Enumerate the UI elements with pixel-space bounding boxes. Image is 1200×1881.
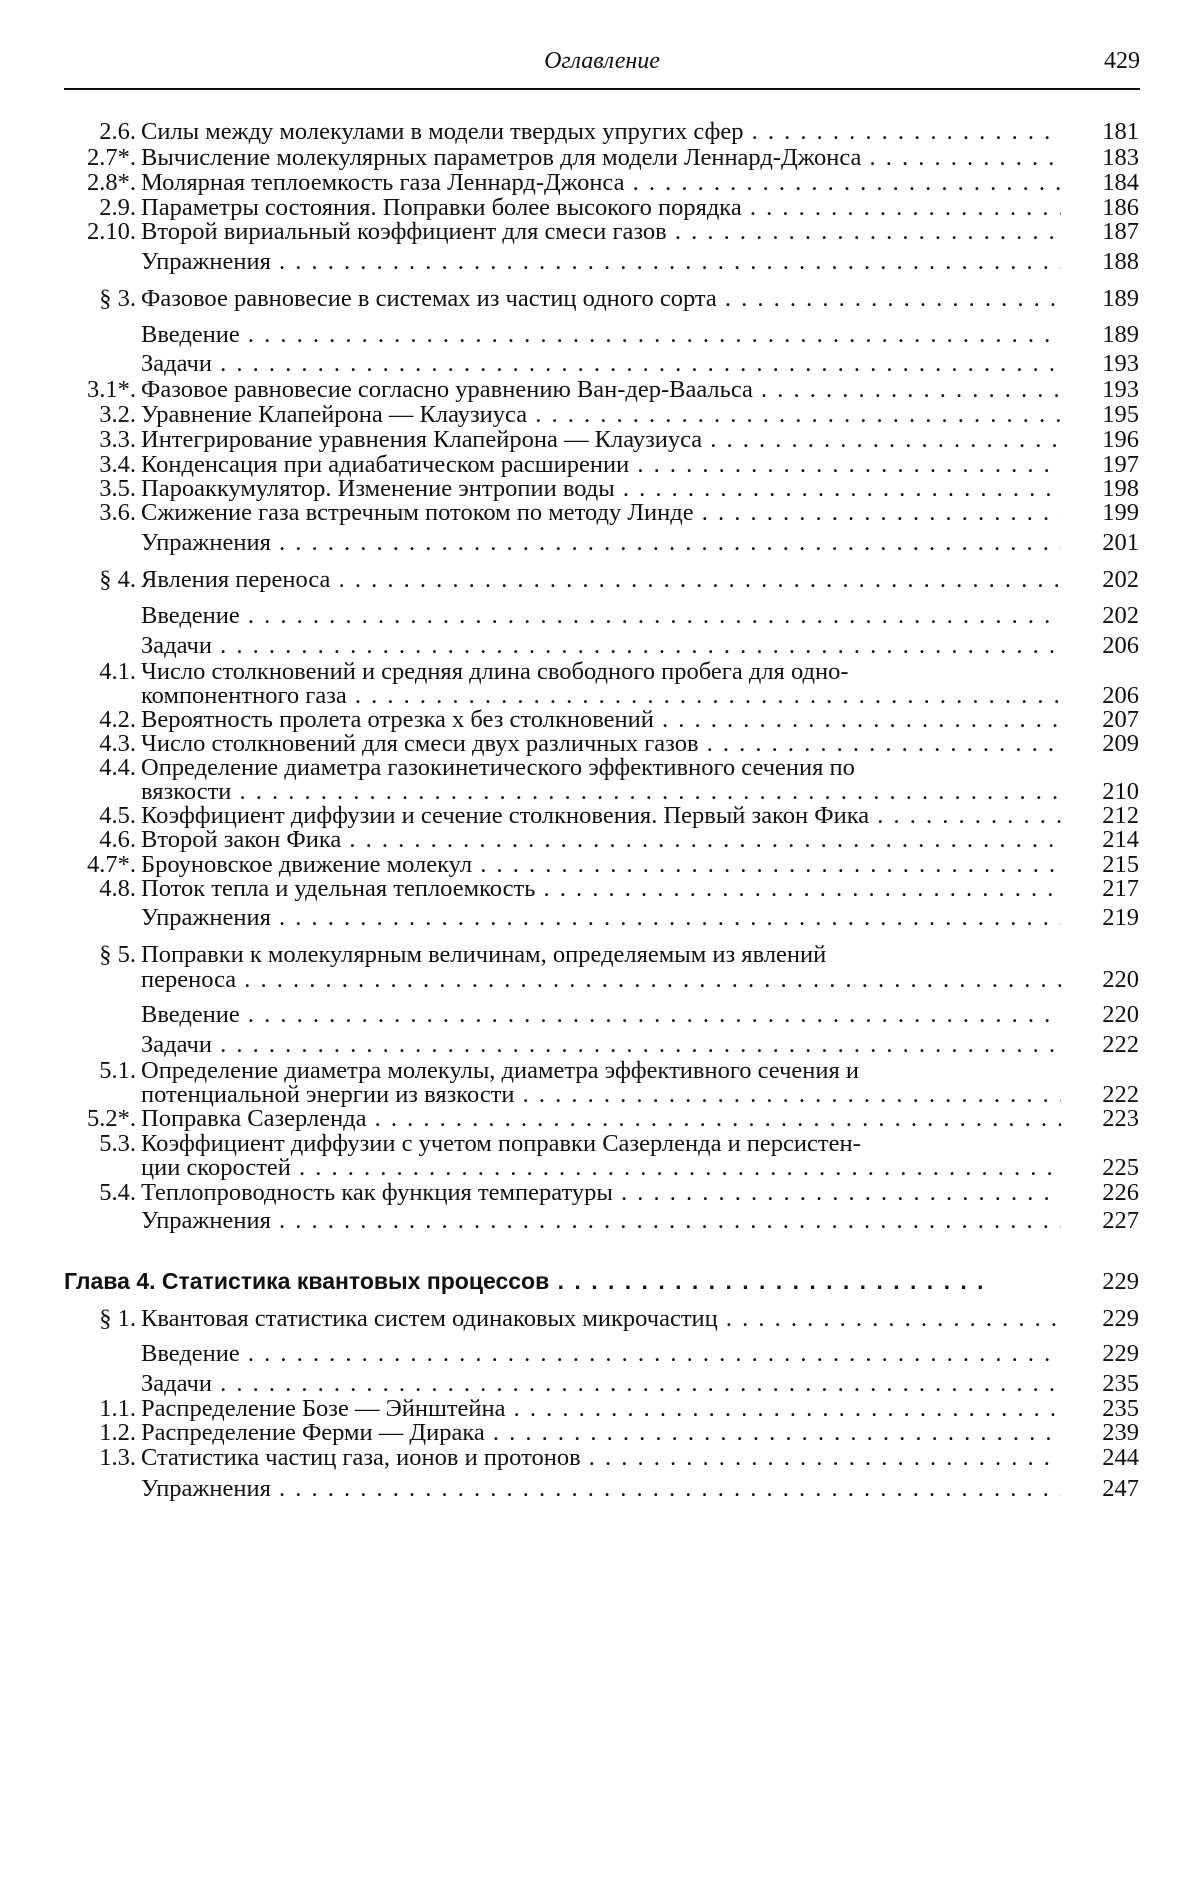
entry-title: Второй закон Фика . . . [141,826,1061,854]
entry-number: 1.3. [99,1444,136,1471]
entry-title: Поток тепла и удельная теплоемкость . . . [141,875,1061,903]
entry-title: Уравнение Клапейрона — Клаузиуса . . . [141,401,1061,429]
entry-title: Пароаккумулятор. Изменение энтропии воды . . . [141,475,1061,503]
entry-title: компонентного газа . . . [141,682,1061,710]
entry-title: Молярная теплоемкость газа Леннард-Джонса . . . [141,169,1061,197]
entry-title: Коэффициент диффузии с учетом поправки Сазерленда и персистен- [141,1130,861,1157]
entry-title: Число столкновений для смеси двух различных газов . . . [141,730,1061,758]
entry-number: 4.6. [99,826,136,853]
entry-title: Сжижение газа встречным потоком по методу Линде . . . [141,499,1061,527]
entry-page: 214 [1102,826,1139,853]
entry-page: 202 [1102,566,1139,593]
entry-title: Явления переноса . . . [141,566,1061,594]
entry-title: Статистика частиц газа, ионов и протонов . . . [141,1444,1061,1472]
entry-page: 198 [1102,475,1139,502]
entry-number: 1.1. [99,1395,136,1422]
entry-number: 4.8. [99,875,136,902]
entry-page: 226 [1102,1179,1139,1206]
entry-page: 187 [1102,218,1139,245]
entry-title: Упражнения . . . [141,904,1061,932]
entry-page: 189 [1102,321,1139,348]
entry-title: Вычисление молекулярных параметров для модели Леннард-Джонса . . . [141,144,1061,172]
entry-title: Поправки к молекулярным величинам, определяемым из явлений [141,941,827,968]
entry-title: Коэффициент диффузии и сечение столкновения. Первый закон Фика . . . [141,802,1061,830]
entry-number: § 5. [99,941,136,968]
entry-page: 220 [1102,966,1139,993]
entry-page: 239 [1102,1419,1139,1446]
entry-number: 5.1. [99,1057,136,1084]
entry-title: Глава 4. Статистика квантовых процессов . . . [64,1268,984,1295]
entry-page: 201 [1102,529,1139,556]
entry-page: 196 [1102,426,1139,453]
page-number: 429 [1104,48,1140,74]
entry-number: 2.9. [99,194,136,221]
entry-number: 4.3. [99,730,136,757]
entry-number: 3.2. [99,401,136,428]
entry-title: Упражнения . . . [141,1475,1061,1503]
entry-number: § 1. [99,1305,136,1332]
entry-title: Фазовое равновесие в системах из частиц одного сорта . . . [141,285,1061,313]
entry-page: 199 [1102,499,1139,526]
entry-title: Число столкновений и средняя длина свободного пробега для одно- [141,658,849,685]
entry-page: 193 [1102,376,1139,403]
entry-title: Распределение Бозе — Эйнштейна . . . [141,1395,1061,1423]
entry-title: Упражнения . . . [141,529,1061,557]
entry-title: Параметры состояния. Поправки более высокого порядка . . . [141,194,1061,222]
entry-number: § 4. [99,566,136,593]
entry-page: 229 [1102,1305,1139,1332]
entry-title: Задачи . . . [141,350,1061,378]
entry-number: 5.3. [99,1130,136,1157]
entry-title: Силы между молекулами в модели твердых упругих сфер . . . [141,118,1061,146]
entry-title: вязкости . . . [141,778,1061,806]
entry-title: Распределение Ферми — Дирака . . . [141,1419,1061,1447]
entry-page: 225 [1102,1154,1139,1181]
entry-number: 1.2. [99,1419,136,1446]
entry-number: 4.2. [99,706,136,733]
entry-page: 220 [1102,1001,1139,1028]
entry-title: Конденсация при адиабатическом расширении . . . [141,451,1061,479]
entry-page: 206 [1102,682,1139,709]
running-title: Оглавление [544,48,660,74]
entry-page: 222 [1102,1081,1139,1108]
entry-title: Теплопроводность как функция температуры . . . [141,1179,1061,1207]
entry-title: Определение диаметра молекулы, диаметра эффективного сечения и [141,1057,859,1084]
entry-number: 5.4. [99,1179,136,1206]
entry-page: 229 [1102,1268,1139,1295]
entry-page: 184 [1102,169,1139,196]
entry-title: Второй вириальный коэффициент для смеси газов . . . [141,218,1061,246]
entry-page: 209 [1102,730,1139,757]
entry-page: 207 [1102,706,1139,733]
entry-page: 188 [1102,248,1139,275]
entry-number: 3.6. [99,499,136,526]
entry-title: Броуновское движение молекул . . . [141,851,1061,879]
entry-page: 186 [1102,194,1139,221]
entry-number: 5.2*. [87,1105,136,1132]
entry-title: Определение диаметра газокинетического эффективного сечения по [141,754,855,781]
entry-title: Квантовая статистика систем одинаковых микрочастиц . . . [141,1305,1061,1333]
entry-page: 193 [1102,350,1139,377]
entry-page: 202 [1102,602,1139,629]
entry-page: 181 [1102,118,1139,145]
entry-page: 235 [1102,1370,1139,1397]
entry-title: Введение . . . [141,602,1061,630]
entry-title: Упражнения . . . [141,1207,1061,1235]
running-head [64,40,1140,90]
entry-title: Задачи . . . [141,1370,1061,1398]
entry-page: 215 [1102,851,1139,878]
entry-title: Интегрирование уравнения Клапейрона — Клаузиуса . . . [141,426,1061,454]
entry-title: потенциальной энергии из вязкости . . . [141,1081,1061,1109]
entry-page: 229 [1102,1340,1139,1367]
entry-number: 2.6. [99,118,136,145]
entry-number: 3.3. [99,426,136,453]
entry-title: Задачи . . . [141,632,1061,660]
entry-page: 206 [1102,632,1139,659]
entry-title: Задачи . . . [141,1031,1061,1059]
entry-number: 2.7*. [87,144,136,171]
entry-page: 235 [1102,1395,1139,1422]
entry-title: переноса . . . [141,966,1061,994]
entry-title: Введение . . . [141,1340,1061,1368]
entry-page: 223 [1102,1105,1139,1132]
entry-number: 4.1. [99,658,136,685]
entry-number: 4.7*. [87,851,136,878]
entry-number: 3.4. [99,451,136,478]
entry-title: Упражнения . . . [141,248,1061,276]
entry-page: 222 [1102,1031,1139,1058]
entry-title: Поправка Сазерленда . . . [141,1105,1061,1133]
entry-page: 195 [1102,401,1139,428]
entry-number: 2.10. [87,218,136,245]
entry-number: 3.5. [99,475,136,502]
entry-title: ции скоростей . . . [141,1154,1061,1182]
entry-page: 247 [1102,1475,1139,1502]
entry-title: Введение . . . [141,1001,1061,1029]
entry-page: 197 [1102,451,1139,478]
entry-page: 189 [1102,285,1139,312]
entry-number: 3.1*. [87,376,136,403]
entry-number: 2.8*. [87,169,136,196]
entry-page: 217 [1102,875,1139,902]
entry-title: Введение . . . [141,321,1061,349]
entry-number: § 3. [99,285,136,312]
entry-page: 183 [1102,144,1139,171]
entry-page: 227 [1102,1207,1139,1234]
entry-title: Вероятность пролета отрезка x без столкновений . . . [141,706,1061,734]
entry-page: 210 [1102,778,1139,805]
entry-number: 4.5. [99,802,136,829]
entry-page: 244 [1102,1444,1139,1471]
entry-number: 4.4. [99,754,136,781]
entry-page: 219 [1102,904,1139,931]
entry-title: Фазовое равновесие согласно уравнению Ван-дер-Ваальса . . . [141,376,1061,404]
entry-page: 212 [1102,802,1139,829]
